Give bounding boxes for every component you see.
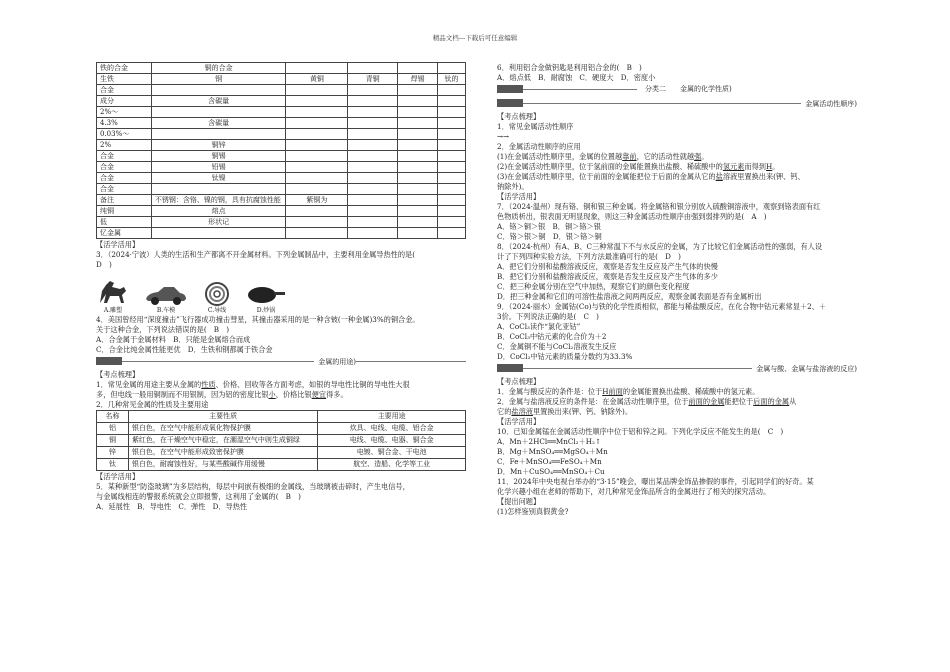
table-cell: 不锈钢：含铬、镍的钢，具有抗腐蚀性能 — [151, 195, 286, 206]
table-cell: 合金 — [97, 173, 152, 184]
table-cell: 炊具、电线、电缆、铝合金 — [318, 423, 466, 435]
practice-heading: 【活学活用】 — [96, 240, 140, 249]
table-cell — [438, 173, 466, 184]
table-cell: 合金 — [97, 151, 152, 162]
question-8-option-d: D．把三种金属和它们的可溶性盐溶液之间两两反应，观察金属表面是否有金属析出 — [497, 292, 762, 301]
table-cell: 备注 — [97, 195, 152, 206]
table-cell: 铅锡 — [151, 162, 286, 173]
question-8-option-b: B．把它们分别和盐酸溶液反应，观察是否发生反应及产生气体的多少 — [497, 272, 718, 281]
table-cell — [398, 173, 438, 184]
table-cell — [348, 217, 398, 228]
table-cell — [286, 129, 348, 140]
text-2: 2．几种常见金属的性质及主要用途 — [96, 400, 209, 409]
table-cell — [348, 129, 398, 140]
table-row — [97, 435, 466, 447]
table-cell: 钢 — [151, 74, 286, 85]
question-8-option-c: C．把三种金属分别在空气中加热，观察它们的颜色变化程度 — [497, 282, 690, 291]
question-9-option-c: C．金属铜不能与CoCl₂溶液发生反应 — [497, 342, 617, 351]
table-cell: 合金 — [97, 85, 152, 96]
question-7-options-ab: A．铬＞铜＞银 B．铜＞铬＞银 — [497, 222, 601, 231]
s-text-2-cont: 它的盐溶液里置换出来(钾、钙、钠除外)。 — [497, 407, 633, 416]
question-6-options: A．熔点低 B．耐腐蚀 C．硬度大 D．密度小 — [497, 73, 656, 82]
r-text-2c: (3)在金属活动性顺序里，位于前面的金属能把位于后面的金属从它的盐溶液里置换出来(钾、钙、 — [497, 172, 805, 181]
table-cell: 铜的合金 — [151, 63, 286, 74]
table-cell: 0.03%～ — [97, 129, 152, 140]
table-cell — [286, 217, 348, 228]
question-9-option-d: D．CoCl₂中钴元素的质量分数约为33.3% — [497, 352, 633, 361]
s-text-1: 1．金属与酸反应的条件是：位于H前面的金属能置换出盐酸、稀硫酸中的氢元素。 — [497, 387, 760, 396]
practice-heading-4: 【活学活用】 — [497, 417, 541, 426]
question-10-option-b: B．Mg＋MnSO₄══MgSO₄＋Mn — [497, 447, 608, 456]
table-cell — [438, 118, 466, 129]
table-cell — [398, 129, 438, 140]
table-row — [97, 206, 466, 217]
table-cell: 4.3% — [97, 118, 152, 129]
r-text-1b: →→ — [497, 132, 510, 141]
table-row — [97, 173, 466, 184]
question-11-sub1: (1)怎样鉴别真假黄金? — [497, 507, 569, 516]
table-row — [97, 118, 466, 129]
table-cell — [398, 151, 438, 162]
table-row — [97, 195, 466, 206]
table-cell: 钛镍 — [151, 173, 286, 184]
table-cell — [398, 206, 438, 217]
table-cell — [438, 228, 466, 239]
table-cell — [286, 184, 348, 195]
question-9-option-b: B．CoCl₃中钴元素的化合价为＋2 — [497, 332, 607, 341]
table-row — [97, 74, 466, 85]
page-header: 精品文档---下载后可任意编辑 — [432, 34, 518, 42]
section-class2: 分类二 金属的化学性质) — [497, 84, 857, 96]
table-cell: 银白色，在空气中能形成氧化物保护膜 — [128, 423, 317, 435]
table-cell: 银白色，在空气中能形成致密保护膜 — [128, 447, 317, 459]
table-row — [97, 162, 466, 173]
image-sculpture: A.雕塑 — [96, 277, 130, 315]
table-cell — [438, 129, 466, 140]
table-cell: 电线、电缆、电器、铜合金 — [318, 435, 466, 447]
table-row — [97, 151, 466, 162]
table-header-cell: 主要用途 — [318, 411, 466, 423]
table-cell — [398, 162, 438, 173]
table-cell — [348, 228, 398, 239]
question-6: 6．利用铝合金做钥匙是利用铝合金的( B ) — [497, 63, 642, 72]
table-cell — [151, 129, 286, 140]
table-header-cell: 主要性质 — [128, 411, 317, 423]
table-cell — [348, 151, 398, 162]
table-cell — [438, 63, 466, 74]
table-cell: 纯铜 — [97, 206, 152, 217]
table-cell — [286, 96, 348, 107]
section-tag — [96, 357, 122, 365]
question-4-options-cd: C．合金比纯金属性能更优 D．生铁和钢都属于铁合金 — [96, 345, 273, 354]
table-cell: 焊锡 — [398, 74, 438, 85]
table-cell: 合金 — [97, 162, 152, 173]
question-9a: 9．（2024·丽水）金属钴(Co)与铁的化学性质相似，都能与稀盐酸反应，在化合物中钴元素常显＋2、＋ — [497, 302, 827, 311]
table-cell — [151, 228, 286, 239]
table-cell — [286, 85, 348, 96]
question-7a: 7．（2024·温州）现有铬、铜和银三种金属。将金属铬和银分别放入硫酸铜溶液中，观察到铬表面有红 — [497, 202, 821, 211]
question-5a: 5．某种新型“防盗玻璃”为多层结构，每层中间嵌有极细的金属线，当玻璃被击碎时，产生电信号， — [96, 482, 410, 491]
table-cell: 成分 — [97, 96, 152, 107]
practice-heading-2: 【活学活用】 — [96, 472, 140, 481]
table-cell: 低 — [97, 217, 152, 228]
table-cell: 2% — [97, 140, 152, 151]
text-1-line2: 多，但电线一般用铜制而不用银制，因为铝的密度比银小，价格比银便宜得多。 — [96, 390, 348, 399]
table-cell — [438, 85, 466, 96]
r-text-2a: (1)在金属活动性顺序里，金属的位置越靠前，它的活动性就越强。 — [497, 152, 709, 161]
table-cell — [286, 173, 348, 184]
table-cell — [398, 195, 438, 206]
table-row — [97, 107, 466, 118]
table-row — [97, 217, 466, 228]
question-7b: 色物质析出，银表面无明显现象，则这三种金属活动性顺序由强到弱排列的是( A ) — [497, 212, 767, 221]
table-cell: 钛 — [97, 459, 129, 471]
wok-icon — [246, 283, 286, 307]
table-row — [97, 140, 466, 151]
kp-heading-2: 【考点梳理】 — [497, 112, 541, 121]
table-cell — [348, 184, 398, 195]
table-cell: 2%～ — [97, 107, 152, 118]
table-cell — [398, 85, 438, 96]
table-cell — [348, 162, 398, 173]
text-1-line1: 1．常见金属的用途主要从金属的性质、价格、回收等各方面考虑，如银的导电性比铜的导电性大很 — [96, 380, 410, 389]
table-row — [97, 447, 466, 459]
table-cell — [348, 173, 398, 184]
table-cell — [438, 107, 466, 118]
table-cell: 铜锌 — [151, 140, 286, 151]
right-column — [497, 62, 857, 517]
question-10-option-d: D．Mn＋CuSO₄══MnSO₄＋Cu — [497, 467, 605, 476]
table-cell — [286, 162, 348, 173]
table-cell: 锌 — [97, 447, 129, 459]
table-cell — [398, 217, 438, 228]
question-4b: 关于这种合金，下列说法错误的是( B ) — [96, 325, 230, 334]
table-cell — [286, 140, 348, 151]
section-acid-salt: 金属与酸、金属与盐溶液的反应) — [497, 363, 857, 375]
table-cell — [398, 118, 438, 129]
section-metal-use: 金属的用途) — [96, 356, 466, 368]
question-11b: 化学兴趣小组在老师的帮助下，对几种常见金饰品所含的金属进行了相关的探究活动。 — [497, 487, 771, 496]
table-cell — [286, 151, 348, 162]
wire-coil-icon — [202, 281, 232, 307]
table-cell: 铜锡 — [151, 151, 286, 162]
table-cell — [438, 140, 466, 151]
question-10-option-c: C．Fe＋MnSO₄══FeSO₄＋Mn — [497, 457, 602, 466]
question-8a: 8．（2024·杭州）有A、B、C三种常温下不与水反应的金属，为了比较它们金属活动性的强弱，有人设 — [497, 242, 823, 251]
table-cell — [151, 85, 286, 96]
table-cell: 航空、造船、化学等工业 — [318, 459, 466, 471]
question-3: 3．（2024·宁波）人类的生活和生产都离不开金属材料。下列金属制品中，主要利用金属导热性的是( — [96, 250, 416, 259]
table-cell — [348, 195, 398, 206]
alloy-table — [96, 62, 466, 239]
r-text-1: 1．常见金属活动性顺序 — [497, 122, 574, 131]
table-row — [97, 85, 466, 96]
metal-use-table — [96, 410, 466, 471]
question-8-option-a: A．把它们分别和盐酸溶液反应，观察是否发生反应及产生气体的快慢 — [497, 262, 718, 271]
table-cell — [348, 96, 398, 107]
table-cell — [438, 184, 466, 195]
table-cell — [286, 107, 348, 118]
table-cell — [438, 151, 466, 162]
kp-heading-3: 【考点梳理】 — [497, 377, 541, 386]
table-row — [97, 129, 466, 140]
question-7-options-cd: C．铬＞银＞铜 D．银＞铬＞铜 — [497, 232, 602, 241]
r-text-2b: (2)在金属活动性顺序里，位于氢前面的金属能置换出盐酸、稀硫酸中的氢元素而得到H。 — [497, 162, 780, 171]
table-cell: 黄铜 — [286, 74, 348, 85]
question-11a: 11．2024年中央电视台举办的“3·15”晚会，曝出某品牌金饰品掺假的事件，引起同学们的好奇。某 — [497, 477, 814, 486]
question-9-option-a: A．CoCl₃读作“氯化亚钴” — [497, 322, 581, 331]
question-10: 10．已知金属锰在金属活动性顺序中位于铝和锌之间。下列化学反应不能发生的是( C ) — [497, 427, 784, 436]
question-9b: 3价。下列说法正确的是( C ) — [497, 312, 599, 321]
question-4-options-ab: A．合金属于金属材料 B．只能是金属熔合而成 — [96, 335, 251, 344]
table-cell: 青铜 — [348, 74, 398, 85]
question-3-answer: D ) — [96, 260, 112, 269]
table-cell — [438, 217, 466, 228]
table-cell — [348, 107, 398, 118]
table-cell — [398, 228, 438, 239]
r-text-2: 2．金属活动性顺序的应用 — [497, 142, 581, 151]
table-cell — [286, 228, 348, 239]
left-column — [96, 62, 466, 512]
table-cell — [348, 140, 398, 151]
table-cell: 生铁 — [97, 74, 152, 85]
table-cell: 含碳量 — [151, 96, 286, 107]
table-row — [97, 184, 466, 195]
table-cell — [438, 162, 466, 173]
table-cell — [438, 96, 466, 107]
table-row — [97, 63, 466, 74]
table-row — [97, 423, 466, 435]
image-wire: C.导线 — [202, 281, 232, 315]
table-row — [97, 228, 466, 239]
table-cell — [398, 96, 438, 107]
r-text-2c-cont: 钠除外)。 — [497, 182, 529, 191]
car-model-icon — [144, 283, 188, 307]
table-cell: 银白色，耐腐蚀性好，与某些酸碱作用缓慢 — [128, 459, 317, 471]
table-cell: 铜 — [97, 435, 129, 447]
table-cell — [398, 63, 438, 74]
question-5-options: A．延展性 B．导电性 C．弹性 D．导热性 — [96, 502, 248, 511]
table-cell — [286, 206, 348, 217]
image-wok: D.炒锅 — [246, 283, 286, 315]
s-text-2: 2．金属与盐溶液反应的条件是：在金属活动性顺序里，位于前面的金属能把位于后面的金属从 — [497, 397, 797, 406]
table-cell: 熔点 — [151, 206, 286, 217]
table-cell — [286, 63, 348, 74]
table-cell — [438, 195, 466, 206]
practice-heading-3: 【活学活用】 — [497, 192, 541, 201]
image-car-model: B.车模 — [144, 283, 188, 315]
table-cell — [398, 107, 438, 118]
table-cell — [151, 184, 286, 195]
table-cell: 电镀、铜合金、干电池 — [318, 447, 466, 459]
table-cell: 铝 — [97, 423, 129, 435]
table-cell — [398, 140, 438, 151]
question-3-images — [96, 272, 466, 314]
table-cell — [151, 107, 286, 118]
table-row — [97, 96, 466, 107]
table-cell: 紫红色，在干燥空气中稳定，在潮湿空气中则生成铜绿 — [128, 435, 317, 447]
question-8b: 计了下列四种实验方法，下列方法最准确可行的是( D ) — [497, 252, 681, 261]
question-10-option-a: A．Mn＋2HCl══MnCl₂＋H₂↑ — [497, 437, 601, 446]
table-cell: 形状记 — [151, 217, 286, 228]
table-cell: 含碳量 — [151, 118, 286, 129]
table-cell: 紫铜为 — [286, 195, 348, 206]
question-4a: 4．美国曾经用“深度撞击”飞行器成功撞击彗星，其撞击器采用的是一种含铍(一种金属)3%的铜合金。 — [96, 315, 420, 324]
table-header-row — [97, 411, 466, 423]
table-cell — [438, 206, 466, 217]
table-cell — [398, 184, 438, 195]
kp-heading: 【考点梳理】 — [96, 370, 140, 379]
table-cell — [348, 118, 398, 129]
table-cell: 合金 — [97, 184, 152, 195]
horse-sculpture-icon — [96, 277, 130, 307]
table-cell — [348, 206, 398, 217]
table-header-cell: 名称 — [97, 411, 129, 423]
table-cell — [286, 118, 348, 129]
section-activity-order: 金属活动性顺序) — [497, 98, 857, 110]
table-cell — [348, 63, 398, 74]
table-cell: 忆金属 — [97, 228, 152, 239]
question-11-heading: 【提出问题】 — [497, 497, 541, 506]
table-row — [97, 459, 466, 471]
question-5b: 与金属线相连的警报系统就会立即报警，这利用了金属的( B ) — [96, 492, 301, 501]
table-cell — [348, 85, 398, 96]
table-cell: 钛的 — [438, 74, 466, 85]
table-cell: 铁的合金 — [97, 63, 152, 74]
